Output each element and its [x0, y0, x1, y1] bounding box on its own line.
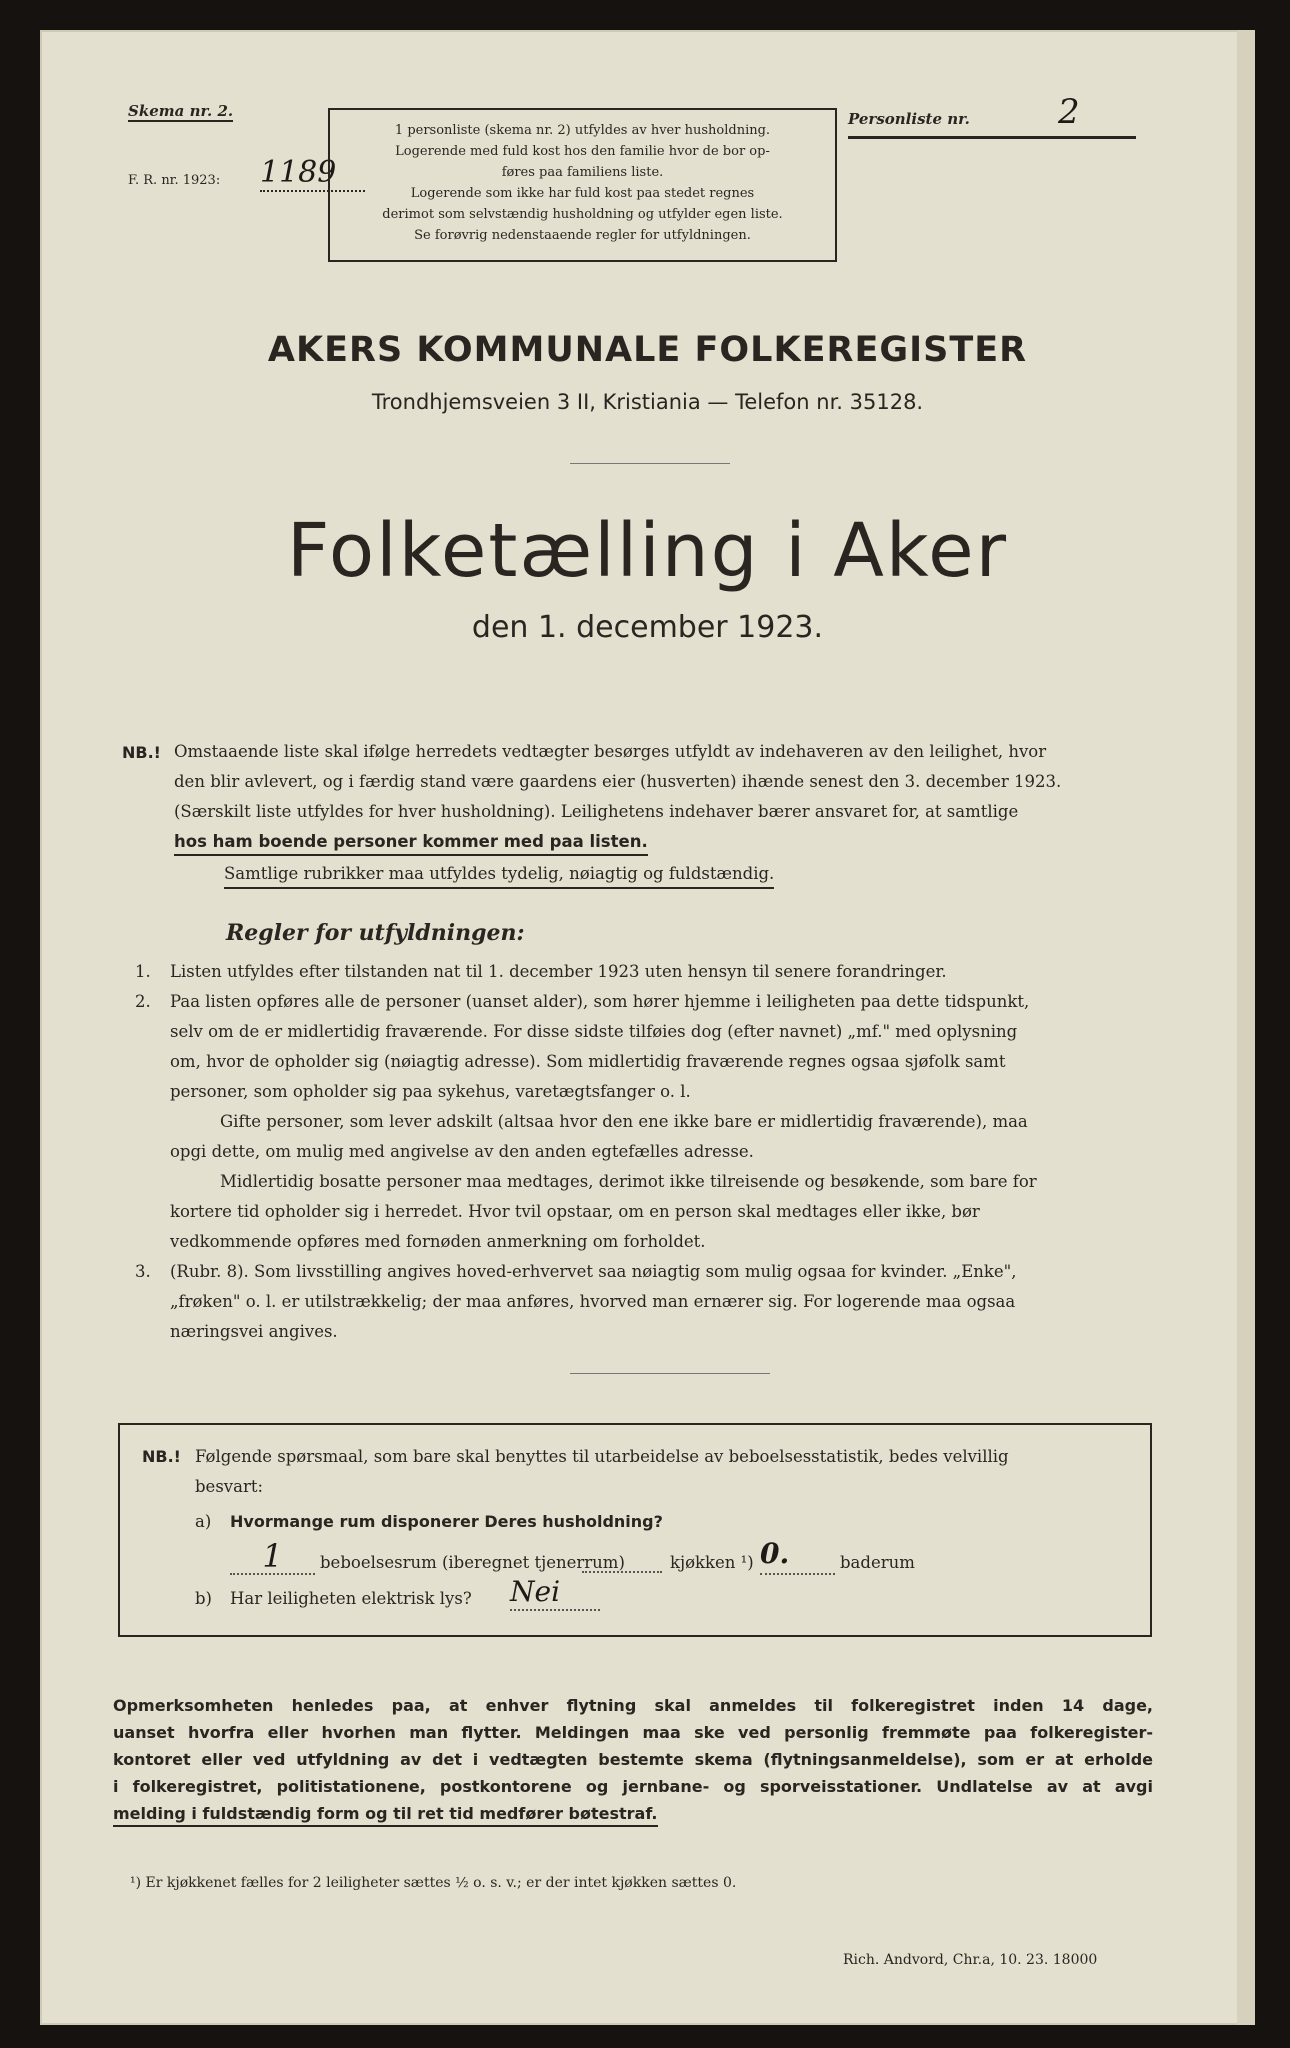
rule-line: Listen utfyldes efter tilstanden nat til 1. december 1923 uten hensyn til senere forandringer. — [170, 962, 947, 981]
question-b: Har leiligheten elektrisk lys? — [230, 1589, 472, 1608]
rule-3 — [170, 1257, 1145, 1347]
rooms-value: 1 — [230, 1537, 315, 1575]
rule-number: 3. — [135, 1262, 151, 1281]
rule-line: kortere tid opholder sig i herredet. Hvor tvil opstaar, om en person skal medtages eller ikke, bør — [170, 1202, 980, 1221]
rule-line: (Rubr. 8). Som livsstilling angives hoved-erhvervet saa nøiagtig som mulig ogsaa for kvinder. „Enke", — [170, 1262, 1017, 1281]
nb2-label: NB.! — [142, 1447, 181, 1466]
printer-info: Rich. Andvord, Chr.a, 10. 23. 18000 — [843, 1952, 1098, 1968]
rule-number: 1. — [135, 962, 151, 981]
nb1-text — [174, 737, 1144, 889]
rule-line: Midlertidig bosatte personer maa medtages, derimot ikke tilreisende og besøkende, som bare for — [220, 1172, 1037, 1191]
info-text — [338, 120, 827, 246]
kitchen-value: 0. — [760, 1537, 835, 1575]
rule-line: Paa listen opføres alle de personer (uanset alder), som hører hjemme i leiligheten paa dette tidspunkt, — [170, 992, 1030, 1011]
kitchen-label: kjøkken ¹) — [670, 1553, 754, 1572]
notice-line: melding i fuldstændig form og til ret tid medfører bøtestraf. — [113, 1803, 658, 1827]
nb2-intro: Følgende spørsmaal, som bare skal benyttes til utarbeidelse av beboelsesstatistik, bedes velvillig — [195, 1447, 1009, 1466]
nb1-line: Samtlige rubrikker maa utfyldes tydelig, nøiagtig og fuldstændig. — [224, 861, 774, 889]
info-line: derimot som selvstændig husholdning og utfylder egen liste. — [382, 207, 783, 222]
notice-line: uanset hvorfra eller hvorhen man flytter. Meldingen maa ske ved personlig fremmøte paa folkeregister- — [113, 1723, 1153, 1742]
notice-line: Opmerksomheten henledes paa, at enhver flytning skal anmeldes til folkeregistret inden 14 dage, — [113, 1696, 1153, 1715]
personliste-value: 2 — [1058, 92, 1080, 132]
rule-1 — [170, 957, 1145, 987]
question-b-label: b) — [195, 1589, 212, 1608]
nb2-intro: besvart: — [195, 1477, 264, 1496]
title-date: den 1. december 1923. — [471, 610, 824, 645]
rule-line: Gifte personer, som lever adskilt (altsaa hvor den ene ikke bare er midlertidig fraværende), maa — [220, 1112, 1028, 1131]
info-line: Logerende med fuld kost hos den familie hvor de bor op- — [395, 144, 770, 159]
nb1-line: den blir avlevert, og i færdig stand være gaardens eier (husverten) ihænde senest den 3. december 1923. — [174, 772, 1062, 791]
org-address: Trondhjemsveien 3 II, Kristiania — Telefon nr. 35128. — [371, 390, 924, 414]
notice-line: i folkeregistret, politistationene, postkontorene og jernbane- og sporveisstationer. Undlatelse av at avgi — [113, 1777, 1153, 1796]
rule-line: „frøken" o. l. er utilstrækkelig; der maa anføres, hvorved man ernærer sig. For logerende maa ogsaa — [170, 1292, 1016, 1311]
rooms-dots — [582, 1571, 662, 1573]
info-line: Logerende som ikke har fuld kost paa stedet regnes — [410, 186, 755, 201]
fr-value: 1189 — [260, 155, 365, 192]
question-a-label: a) — [195, 1512, 212, 1531]
org-name: AKERS KOMMUNALE FOLKEREGISTER — [267, 330, 1028, 370]
document-page — [40, 30, 1255, 2025]
info-line: føres paa familiens liste. — [501, 165, 664, 180]
rule-line: næringsvei angives. — [170, 1322, 338, 1341]
rule-line: opgi dette, om mulig med angivelse av den anden egtefælles adresse. — [170, 1142, 754, 1161]
question-a: Hvormange rum disponerer Deres husholdning? — [230, 1512, 663, 1531]
nb1-line: hos ham boende personer kommer med paa listen. — [174, 830, 648, 856]
notice-line: kontoret eller ved utfyldning av det i vedtægten bestemte skema (flytningsanmeldelse), som er at erholde — [113, 1750, 1153, 1769]
rule-line: personer, som opholder sig paa sykehus, varetægtsfanger o. l. — [170, 1082, 691, 1101]
divider — [570, 463, 730, 464]
rule-line: selv om de er midlertidig fraværende. For disse sidste tilføies dog (efter navnet) „mf." med oplysning — [170, 1022, 1018, 1041]
skema-label: Skema nr. 2. — [128, 102, 234, 120]
electric-answer: Nei — [510, 1575, 600, 1611]
rule-2 — [170, 987, 1145, 1257]
rule-number: 2. — [135, 992, 151, 1011]
bath-label: baderum — [840, 1553, 915, 1572]
info-box — [328, 108, 837, 262]
nb1-label: NB.! — [122, 743, 161, 762]
info-line: Se forøvrig nedenstaaende regler for utfyldningen. — [414, 228, 751, 243]
divider — [570, 1373, 770, 1374]
statistics-box — [118, 1423, 1152, 1637]
footnote: ¹) Er kjøkkenet fælles for 2 leiligheter sættes ½ o. s. v.; er der intet kjøkken sættes 0. — [130, 1875, 737, 1891]
main-title: Folketælling i Aker — [286, 508, 1009, 594]
info-line: 1 personliste (skema nr. 2) utfyldes av hver husholdning. — [394, 123, 771, 138]
rule-line: om, hvor de opholder sig (nøiagtig adresse). Som midlertidig fraværende regnes ogsaa sjøfolk samt — [170, 1052, 1006, 1071]
fr-label: F. R. nr. 1923: — [128, 173, 221, 188]
personliste-label: Personliste nr. — [848, 110, 970, 128]
nb1-line: Omstaaende liste skal ifølge herredets vedtægter besørges utfyldt av indehaveren av den leilighet, hvor — [174, 742, 1047, 761]
notice — [113, 1692, 1153, 1827]
rule-line: vedkommende opføres med fornøden anmerkning om forholdet. — [170, 1232, 706, 1251]
rules-heading: Regler for utfyldningen: — [226, 920, 525, 946]
rooms-label: beboelsesrum (iberegnet tjenerrum) — [320, 1553, 625, 1572]
personliste-field — [848, 92, 1136, 139]
nb1-line: (Særskilt liste utfyldes for hver husholdning). Leilighetens indehaver bærer ansvaret for, at samtlige — [174, 802, 1019, 821]
